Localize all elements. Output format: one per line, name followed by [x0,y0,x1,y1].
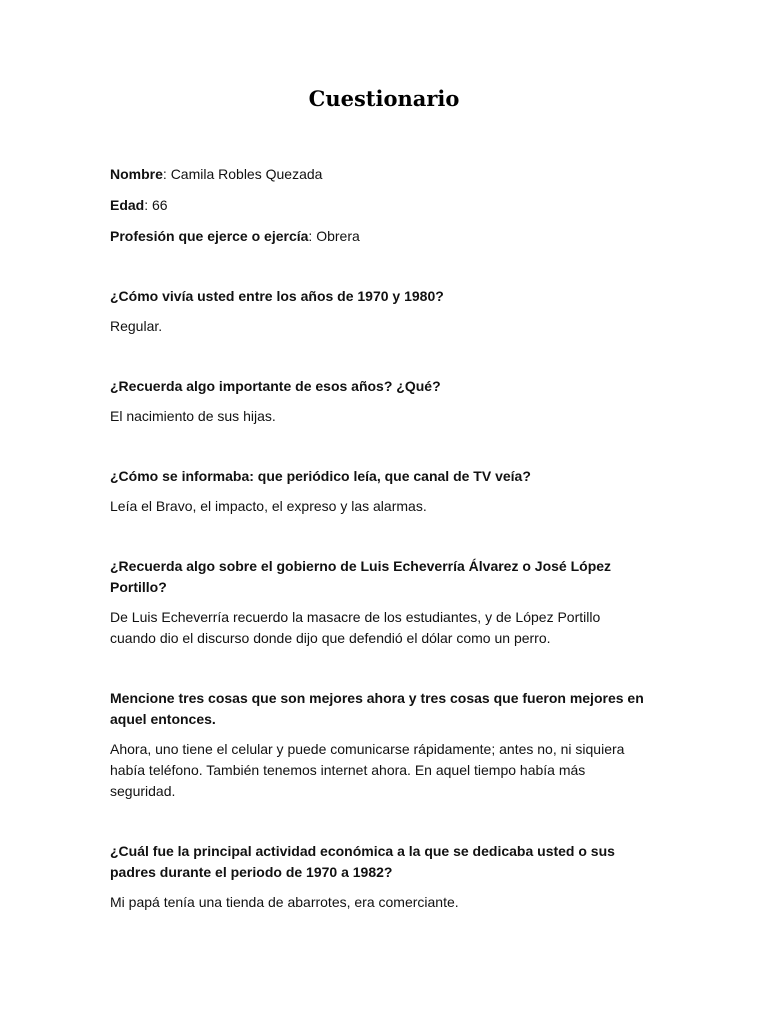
question-text: ¿Recuerda algo importante de esos años? ¿Qué? [110,378,441,394]
question-text: ¿Cuál fue la principal actividad económica a la que se dedicaba usted o sus padres durante el periodo de 1970 a 1982? [110,843,615,880]
field-label: Edad [110,197,145,213]
question-text: ¿Recuerda algo sobre el gobierno de Luis Echeverría Álvarez o José López Portillo? [110,558,612,595]
answer-text: El nacimiento de sus hijas. [110,408,276,424]
question-text: ¿Cómo vivía usted entre los años de 1970 y 1980? [110,288,444,304]
field-edad: Edad: 66 [110,197,168,213]
document-title: Cuestionario [308,86,460,111]
field-label: Profesión que ejerce o ejercía [110,228,309,244]
field-value: Camila Robles Quezada [170,166,323,182]
document-body [110,164,650,913]
qa-item [110,286,650,337]
field-label: Nombre [110,166,163,182]
question-text: Mencione tres cosas que son mejores ahora y tres cosas que fueron mejores en aquel entonces. [110,690,644,727]
answer-text: Ahora, uno tiene el celular y puede comunicarse rápidamente; antes no, ni siquiera había teléfono. También tenemos internet ahora. En aquel tiempo había más seguridad. [110,741,625,799]
field-nombre: Nombre: Camila Robles Quezada [110,166,323,182]
qa-item [110,841,650,913]
qa-item [110,556,650,649]
answer-text: De Luis Echeverría recuerdo la masacre de los estudiantes, y de López Portillo cuando dio el discurso donde dijo que defendió el dólar como un perro. [110,609,601,646]
qa-item [110,466,650,517]
answer-text: Leía el Bravo, el impacto, el expreso y las alarmas. [110,498,427,514]
field-value: Obrera [316,228,360,244]
field-value: 66 [152,197,168,213]
answer-text: Mi papá tenía una tienda de abarrotes, era comerciante. [110,894,459,910]
qa-item [110,688,650,802]
field-profesion: Profesión que ejerce o ejercía: Obrera [110,228,360,244]
qa-item [110,376,650,427]
answer-text: Regular. [110,318,163,334]
question-text: ¿Cómo se informaba: que periódico leía, que canal de TV veía? [110,468,531,484]
